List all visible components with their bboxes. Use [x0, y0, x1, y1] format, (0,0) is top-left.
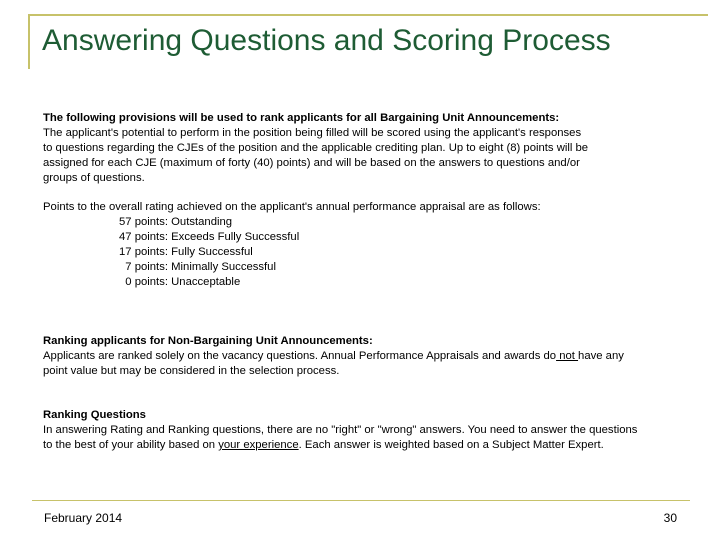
points-value: 47 points: — [119, 231, 168, 243]
section3-text: to the best of your ability based on — [43, 439, 219, 451]
footer-date: February 2014 — [44, 511, 123, 525]
points-value: 7 points: — [125, 261, 168, 273]
points-value: 57 points: — [119, 216, 168, 228]
section1-line: groups of questions. — [43, 172, 145, 184]
section2-heading: Ranking applicants for Non-Bargaining Unit Announcements: — [43, 335, 373, 347]
points-row — [43, 230, 683, 245]
points-label: Outstanding — [171, 216, 233, 228]
section2-line — [43, 349, 683, 364]
points-label: Fully Successful — [171, 246, 253, 258]
points-label: Minimally Successful — [171, 261, 276, 273]
section1-line: The applicant's potential to perform in the position being filled will be scored using the applicant's responses — [43, 127, 582, 139]
section3-emphasis-experience: your experience — [218, 439, 299, 451]
points-row — [43, 245, 683, 260]
section1-line: assigned for each CJE (maximum of forty (40) points) and will be based on the answers to questions and/or — [43, 157, 580, 169]
section3-text: . Each answer is weighted based on a Subject Matter Expert. — [298, 439, 604, 451]
page-number: 30 — [663, 511, 677, 525]
points-label: Unacceptable — [171, 276, 241, 288]
points-row — [43, 275, 683, 290]
points-row — [43, 260, 683, 275]
section2-text: Applicants are ranked solely on the vacancy questions. Annual Performance Appraisals and awards do — [43, 350, 557, 362]
section2-line: point value but may be considered in the selection process. — [43, 365, 340, 377]
points-row — [43, 215, 683, 230]
section3-line: In answering Rating and Ranking questions, there are no "right" or "wrong" answers. You need to answer the questions — [43, 424, 638, 436]
points-intro: Points to the overall rating achieved on the applicant's annual performance appraisal are as follows: — [43, 201, 541, 213]
frame-horizontal-accent — [28, 14, 708, 16]
footer-divider — [32, 500, 690, 501]
section2-text: have any — [578, 350, 624, 362]
points-value: 0 points: — [125, 276, 168, 288]
section1-line: to questions regarding the CJEs of the position and the applicable crediting plan. Up to eight (8) points will be — [43, 142, 589, 154]
frame-vertical-accent — [28, 14, 30, 69]
slide-body — [43, 111, 683, 453]
section2-emphasis-not: not — [556, 350, 579, 362]
section1-heading: The following provisions will be used to rank applicants for all Bargaining Unit Announcements: — [43, 112, 560, 124]
section3-line — [43, 438, 683, 453]
points-value: 17 points: — [119, 246, 168, 258]
slide-title: Answering Questions and Scoring Process — [42, 24, 611, 57]
points-label: Exceeds Fully Successful — [171, 231, 300, 243]
section3-heading: Ranking Questions — [43, 409, 146, 421]
